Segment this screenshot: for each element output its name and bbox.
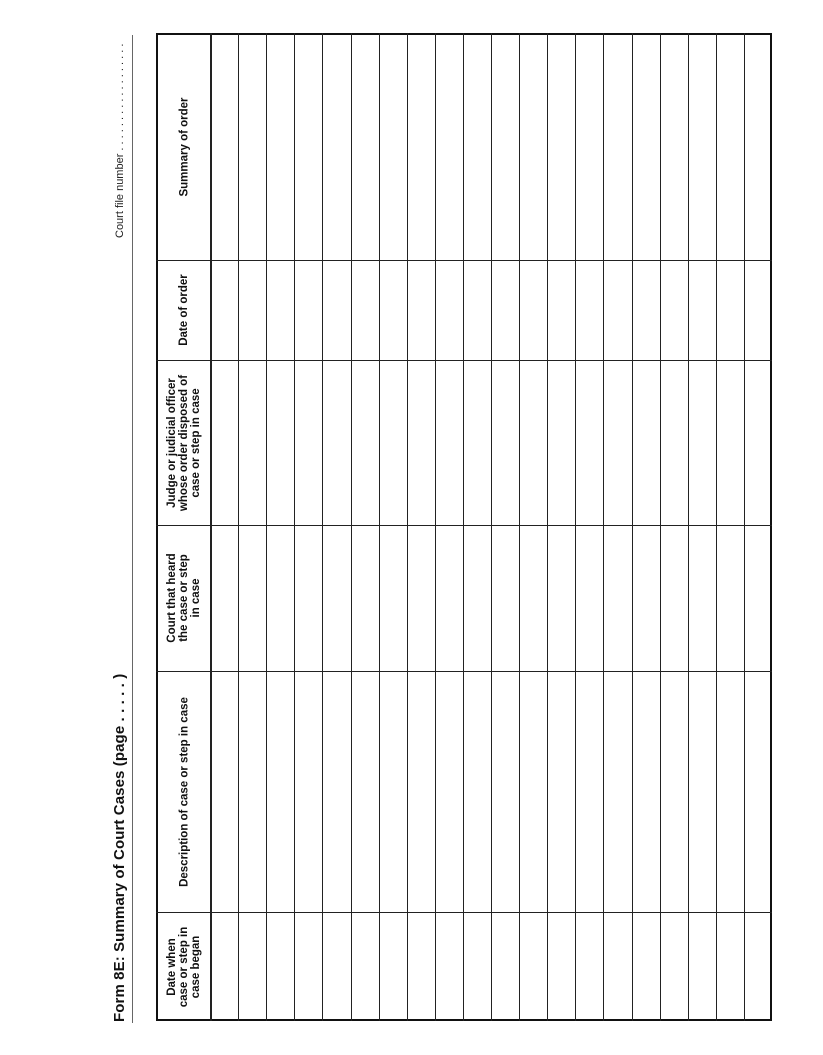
form-title: Form 8E: Summary of Court Cases (page . . . . . ) <box>111 673 128 1022</box>
column-header-summary-of-order: Summary of order <box>178 96 190 197</box>
column-divider <box>156 525 772 526</box>
column-divider <box>156 260 772 261</box>
row-divider <box>547 33 548 1021</box>
row-divider <box>688 33 689 1021</box>
column-divider <box>156 360 772 361</box>
column-divider <box>156 912 772 913</box>
table-frame <box>156 33 772 1021</box>
row-divider <box>575 33 576 1021</box>
row-divider <box>660 33 661 1021</box>
column-header-date-of-order: Date of order <box>178 274 190 346</box>
row-divider <box>266 33 267 1021</box>
row-divider <box>238 33 239 1021</box>
row-divider <box>519 33 520 1021</box>
row-divider <box>603 33 604 1021</box>
row-divider <box>463 33 464 1021</box>
row-divider <box>435 33 436 1021</box>
row-divider <box>491 33 492 1021</box>
column-header-court: Court that heard the case or step in case <box>166 553 202 643</box>
row-divider <box>632 33 633 1021</box>
column-header-description: Description of case or step in case <box>178 696 190 887</box>
column-header-judge: Judge or judicial officer whose order disposed of case or step in case <box>166 374 202 511</box>
header-band-divider <box>210 33 212 1021</box>
row-divider <box>322 33 323 1021</box>
court-file-number: Court file number . . . . . . . . . . . . . . . . . . <box>114 43 126 238</box>
row-divider <box>294 33 295 1021</box>
row-divider <box>744 33 745 1021</box>
column-divider <box>156 671 772 672</box>
row-divider <box>407 33 408 1021</box>
row-divider <box>351 33 352 1021</box>
row-divider <box>716 33 717 1021</box>
row-divider <box>379 33 380 1021</box>
column-header-date-began: Date when case or step in case began <box>166 926 202 1007</box>
